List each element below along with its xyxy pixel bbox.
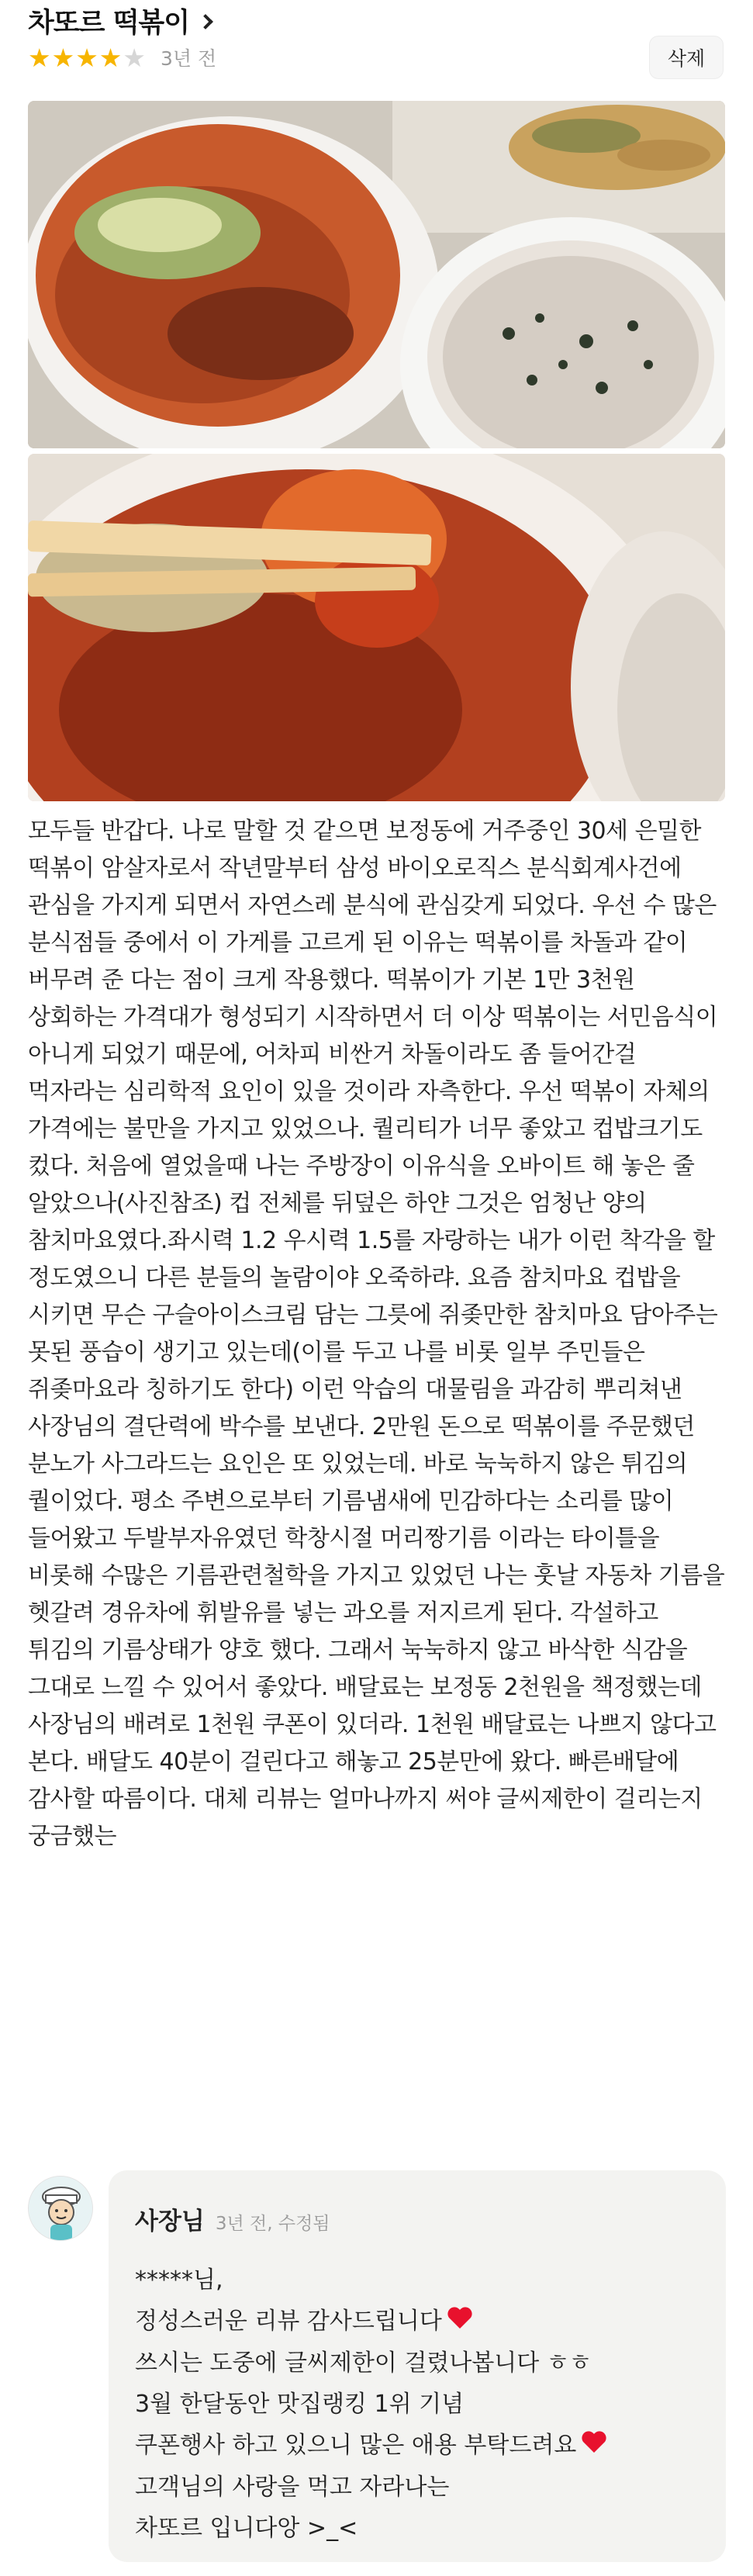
reply-meta: 3년 전, 수정됨 — [215, 2214, 330, 2234]
review-header — [0, 0, 753, 93]
star-filled-icon: ★ — [98, 42, 123, 73]
reply-body — [135, 2260, 699, 2549]
owner-avatar — [28, 2176, 93, 2241]
rating-row — [28, 43, 216, 71]
reply-line: 쿠폰행사 하고 있으니 많은 애용 부탁드려요 — [135, 2425, 699, 2467]
chef-character-icon — [29, 2177, 93, 2241]
star-empty-icon: ★ — [123, 42, 146, 73]
red-heart-icon — [581, 2426, 607, 2467]
star-rating — [28, 42, 147, 73]
review-body: 모두들 반갑다. 나로 말할 것 같으면 보정동에 거주중인 30세 은밀한 떡볶이 암살자로서 작년말부터 삼성 바이오로직스 분식회계사건에 관심을 가지게 되면서 자연스레 분식에 관심갖게 되었다. 우선 수 많은 분식점들 중에서 이 가게를 고르게 된 이유는 떡볶이를 차돌과 같이 버무려 준 다는 점이 크게 작용했다. 떡볶이가 기본 1만 3천원 상회하는 가격대가 형성되기 시작하면서 더 이상 떡볶이는 서민음식이 아니게 되었기 때문에, 어차피 비싼거 차돌이라도 좀 들어간걸 먹자라는 심리학적 요인이 있을 것이라 자측한다. 우선 떡볶이 자체의 가격에는 불만을 가지고 있었으나. 퀄리티가 너무 좋았고 컵밥크기도 컸다. 처음에 열었을때 나는 주방장이 이유식을 오바이트 해 놓은 줄 알았으나(사진참조) 컵 전체를 뒤덮은 하얀 그것은 엄청난 양의 참치마요였다.좌시력 1.2 우시력 1.5를 자랑하는 내가 이런 착각을 할 정도였으니 다른 분들의 놀람이야 오죽하랴. 요즘 참치마요 컵밥을 시키면 무슨 구슬아이스크림 담는 그릇에 쥐좆만한 참치마요 담아주는 못된 풍습이 생기고 있는데(이를 두고 나를 비롯 일부 주민들은 쥐좆마요라 칭하기도 한다) 이런 악습의 대물림을 과감히 뿌리쳐낸 사장님의 결단력에 박수를 보낸다. 2만원 돈으로 떡볶이를 주문했던 분노가 사그라드는 요인은 또 있었는데. 바로 눅눅하지 않은 튀김의 퀄이었다. 평소 주변으로부터 기름냄새에 민감하다는 소리를 많이 들어왔고 두발부자유였던 학창시절 머리짱기름 이라는 타이틀을 비롯해 수많은 기름관련철학을 가지고 있었던 나는 훗날 자동차 기름을 헷갈려 경유차에 휘발유를 넣는 과오를 저지르게 된다. 각설하고 튀김의 기름상태가 양호 했다. 그래서 눅눅하지 않고 바삭한 식감을 그대로 느낄 수 있어서 좋았다. 배달료는 보정동 2천원을 책정했는데 사장님의 배려로 1천원 쿠폰이 있더라. 1천원 배달료는 나쁘지 않다고 본다. 배달도 40분이 걸린다고 해놓고 25분만에 왔다. 빠른배달에 감사할 따름이다. 대체 리뷰는 얼마나까지 써야 글씨제한이 걸리는지 궁금했는 — [28, 818, 725, 1850]
owner-reply — [109, 2170, 726, 2562]
review-photo-2[interactable] — [28, 454, 725, 801]
reply-line: 차또르 입니다앙 >_< — [135, 2515, 358, 2542]
star-filled-icon: ★ — [75, 42, 98, 73]
reply-line: 쓰시는 도중에 글씨제한이 걸렸나봅니다 ㅎㅎ — [135, 2350, 592, 2377]
reply-header — [135, 2201, 699, 2236]
reply-line: 고객님의 사랑을 먹고 자라나는 — [135, 2474, 450, 2501]
reply-line: 정성스러운 리뷰 감사드립니다 — [135, 2301, 699, 2343]
review-photo-1[interactable] — [28, 101, 725, 448]
review-date: 3년 전 — [160, 47, 217, 70]
reply-line: 3월 한달동안 맛집랭킹 1위 기념 — [135, 2391, 465, 2418]
food-photo-2-image — [28, 454, 725, 801]
store-name: 차또르 떡볶이 — [28, 8, 190, 39]
store-name-link[interactable] — [28, 2, 211, 40]
star-filled-icon: ★ — [51, 42, 75, 73]
star-filled-icon: ★ — [28, 42, 51, 73]
owner-name: 사장님 — [135, 2208, 205, 2235]
chevron-right-icon — [198, 14, 213, 29]
reply-line: *****님, — [135, 2267, 223, 2294]
delete-button[interactable]: 삭제 — [649, 36, 724, 79]
red-heart-icon — [447, 2301, 473, 2343]
food-photo-1-image — [28, 101, 725, 448]
